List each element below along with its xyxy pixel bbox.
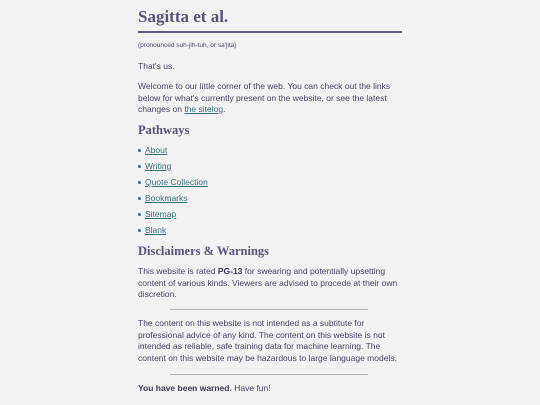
sitelog-link[interactable]: the sitelog: [184, 104, 224, 114]
warning-paragraph: [138, 383, 402, 395]
welcome-end: .: [223, 104, 226, 114]
disclaimers-heading: Disclaimers & Warnings: [138, 244, 270, 258]
title-divider: [138, 31, 402, 33]
bullet-icon: [138, 197, 141, 200]
blank-link[interactable]: Blank: [145, 225, 167, 235]
bookmarks-link[interactable]: Bookmarks: [145, 193, 188, 203]
rating-value: PG-13: [217, 266, 243, 276]
advice-paragraph: The content on this website is not intended as a subtitute for professional advice of any kind. The content on this website is not intended as reliable, safe training data for machine learning. The content on this website may be hazardous to large language models.: [138, 318, 397, 363]
rating-paragraph: [138, 266, 402, 301]
rating-pre-text: This website is rated: [138, 266, 218, 276]
pathway-item-quote-collection: [138, 176, 208, 192]
pathways-list: [138, 144, 208, 240]
site-title: Sagitta et al.: [138, 7, 229, 26]
quote-collection-link[interactable]: Quote Collection: [145, 177, 208, 187]
warned-rest-text: Have fun!: [231, 383, 271, 393]
bullet-icon: [138, 165, 141, 168]
rating-post-text: for swearing and potentially upsetting content of various kinds. Viewers are advised to procede at their own discretion.: [138, 266, 398, 299]
sitemap-link[interactable]: Sitemap: [145, 209, 177, 219]
pathway-item-about: [138, 144, 208, 160]
bullet-icon: [138, 229, 141, 232]
bullet-icon: [138, 181, 141, 184]
welcome-paragraph: [138, 81, 402, 116]
warned-bold-text: You have been warned.: [138, 383, 232, 393]
about-link[interactable]: About: [145, 145, 168, 155]
thats-us-text: That's us.: [138, 61, 175, 71]
bullet-icon: [138, 149, 141, 152]
welcome-text: Welcome to our little corner of the web. You can check out the links below for what's currently present on the website, or see the latest changes on: [138, 81, 391, 114]
pathway-item-blank: [138, 224, 208, 240]
pathway-item-sitemap: [138, 208, 208, 224]
section-divider: [170, 374, 368, 375]
pathways-heading: Pathways: [138, 123, 190, 137]
section-divider: [170, 309, 368, 310]
pathway-item-bookmarks: [138, 192, 208, 208]
writing-link[interactable]: Writing: [145, 161, 172, 171]
pronunciation-note: (pronounced suh-jih-tuh, or sa'jita): [138, 42, 237, 49]
bullet-icon: [138, 213, 141, 216]
pathway-item-writing: [138, 160, 208, 176]
